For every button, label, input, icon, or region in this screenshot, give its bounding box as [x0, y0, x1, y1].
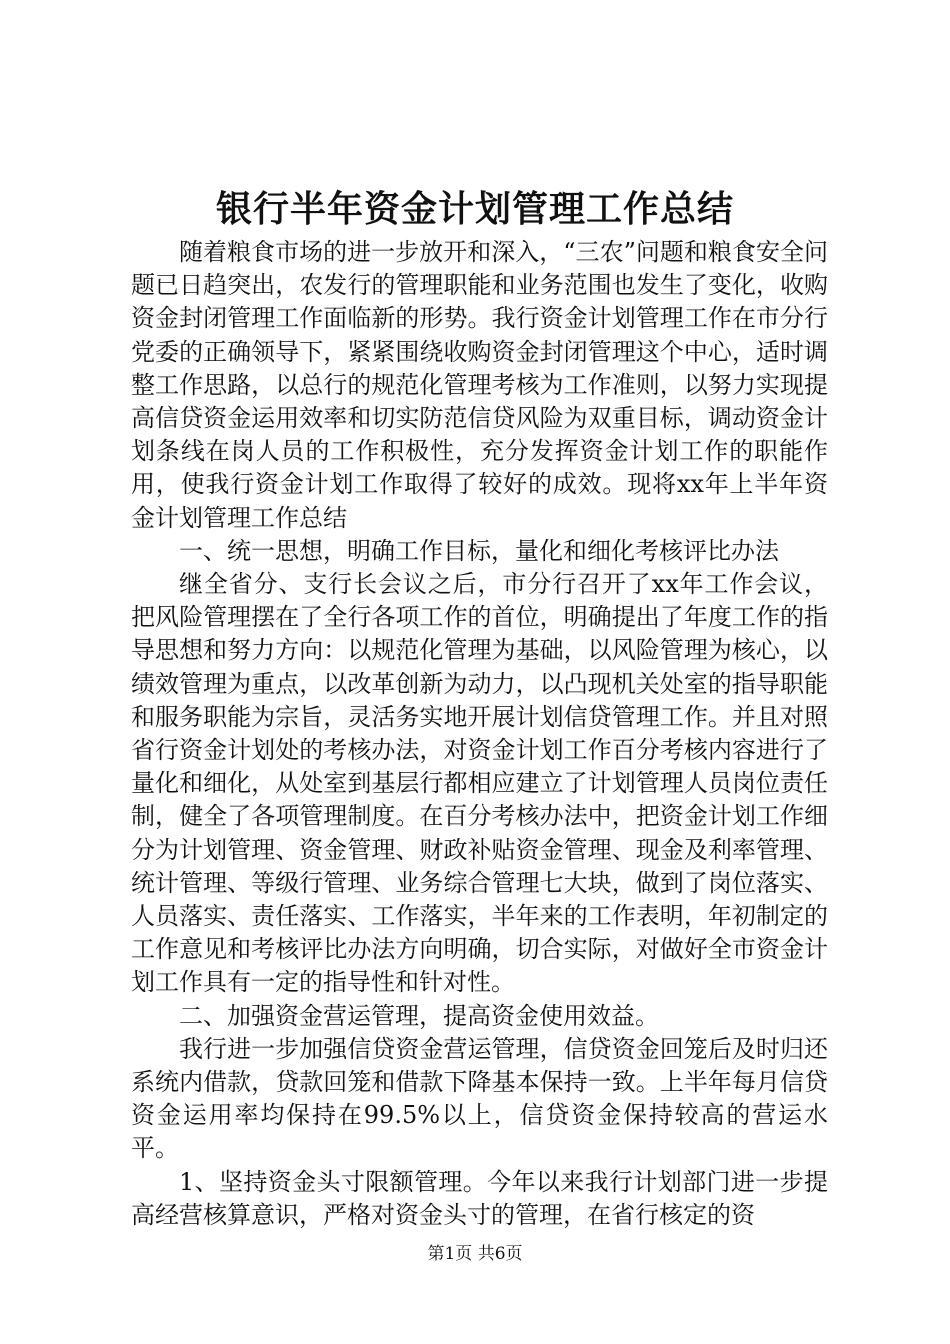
paragraph-section-1: 继全省分、支行长会议之后，市分行召开了xx年工作会议，把风险管理摆在了全行各项工作的首位，明确提出了年度工作的指导思想和努力方向：以规范化管理为基础，以风险管理为核心，以绩效管理为重点，以改革创新为动力，以凸现机关处室的指导职能和服务职能为宗旨，灵活务实地开展计划信贷管理工作。并且对照省行资金计划处的考核办法，对资金计划工作百分考核内容进行了量化和细化，从处室到基层行都相应建立了计划管理人员岗位责任制，健全了各项管理制度。在百分考核办法中，把资金计划工作细分为计划管理、资金管理、财政补贴资金管理、现金及利率管理、统计管理、等级行管理、业务综合管理七大块，做到了岗位落实、人员落实、责任落实、工作落实，半年来的工作表明，年初制定的工作意见和考核评比办法方向明确，切合实际，对做好全市资金计划工作具有一定的指导性和针对性。 [131, 570, 828, 997]
paragraph-section-2: 我行进一步加强信贷资金营运管理，信贷资金回笼后及时归还系统内借款，贷款回笼和借款下降基本保持一致。上半年每月信贷资金运用率均保持在99.5%以上，信贷资金保持较高的营运水平。 [131, 1034, 828, 1163]
section-heading-2: 二、加强资金营运管理，提高资金使用效益。 [179, 1001, 659, 1030]
page-number-footer: 第1页 共6页 [427, 1244, 523, 1264]
document-body [131, 236, 828, 1232]
paragraph-item-1: 1、坚持资金头寸限额管理。今年以来我行计划部门进一步提高经营核算意识，严格对资金头寸的管理，在省行核定的资 [131, 1167, 828, 1229]
paragraph-intro: 随着粮食市场的进一步放开和深入，“三农”问题和粮食安全问题已日趋突出，农发行的管理职能和业务范围也发生了变化，收购资金封闭管理工作面临新的形势。我行资金计划管理工作在市分行党委的正确领导下，紧紧围绕收购资金封闭管理这个中心，适时调整工作思路，以总行的规范化管理考核为工作准则，以努力实现提高信贷资金运用效率和切实防范信贷风险为双重目标，调动资金计划条线在岗人员的工作积极性，充分发挥资金计划工作的职能作用，使我行资金计划工作取得了较好的成效。现将xx年上半年资金计划管理工作总结 [131, 238, 828, 532]
document-title: 银行半年资金计划管理工作总结 [215, 188, 734, 230]
section-heading-1: 一、统一思想，明确工作目标，量化和细化考核评比办法 [179, 536, 779, 565]
